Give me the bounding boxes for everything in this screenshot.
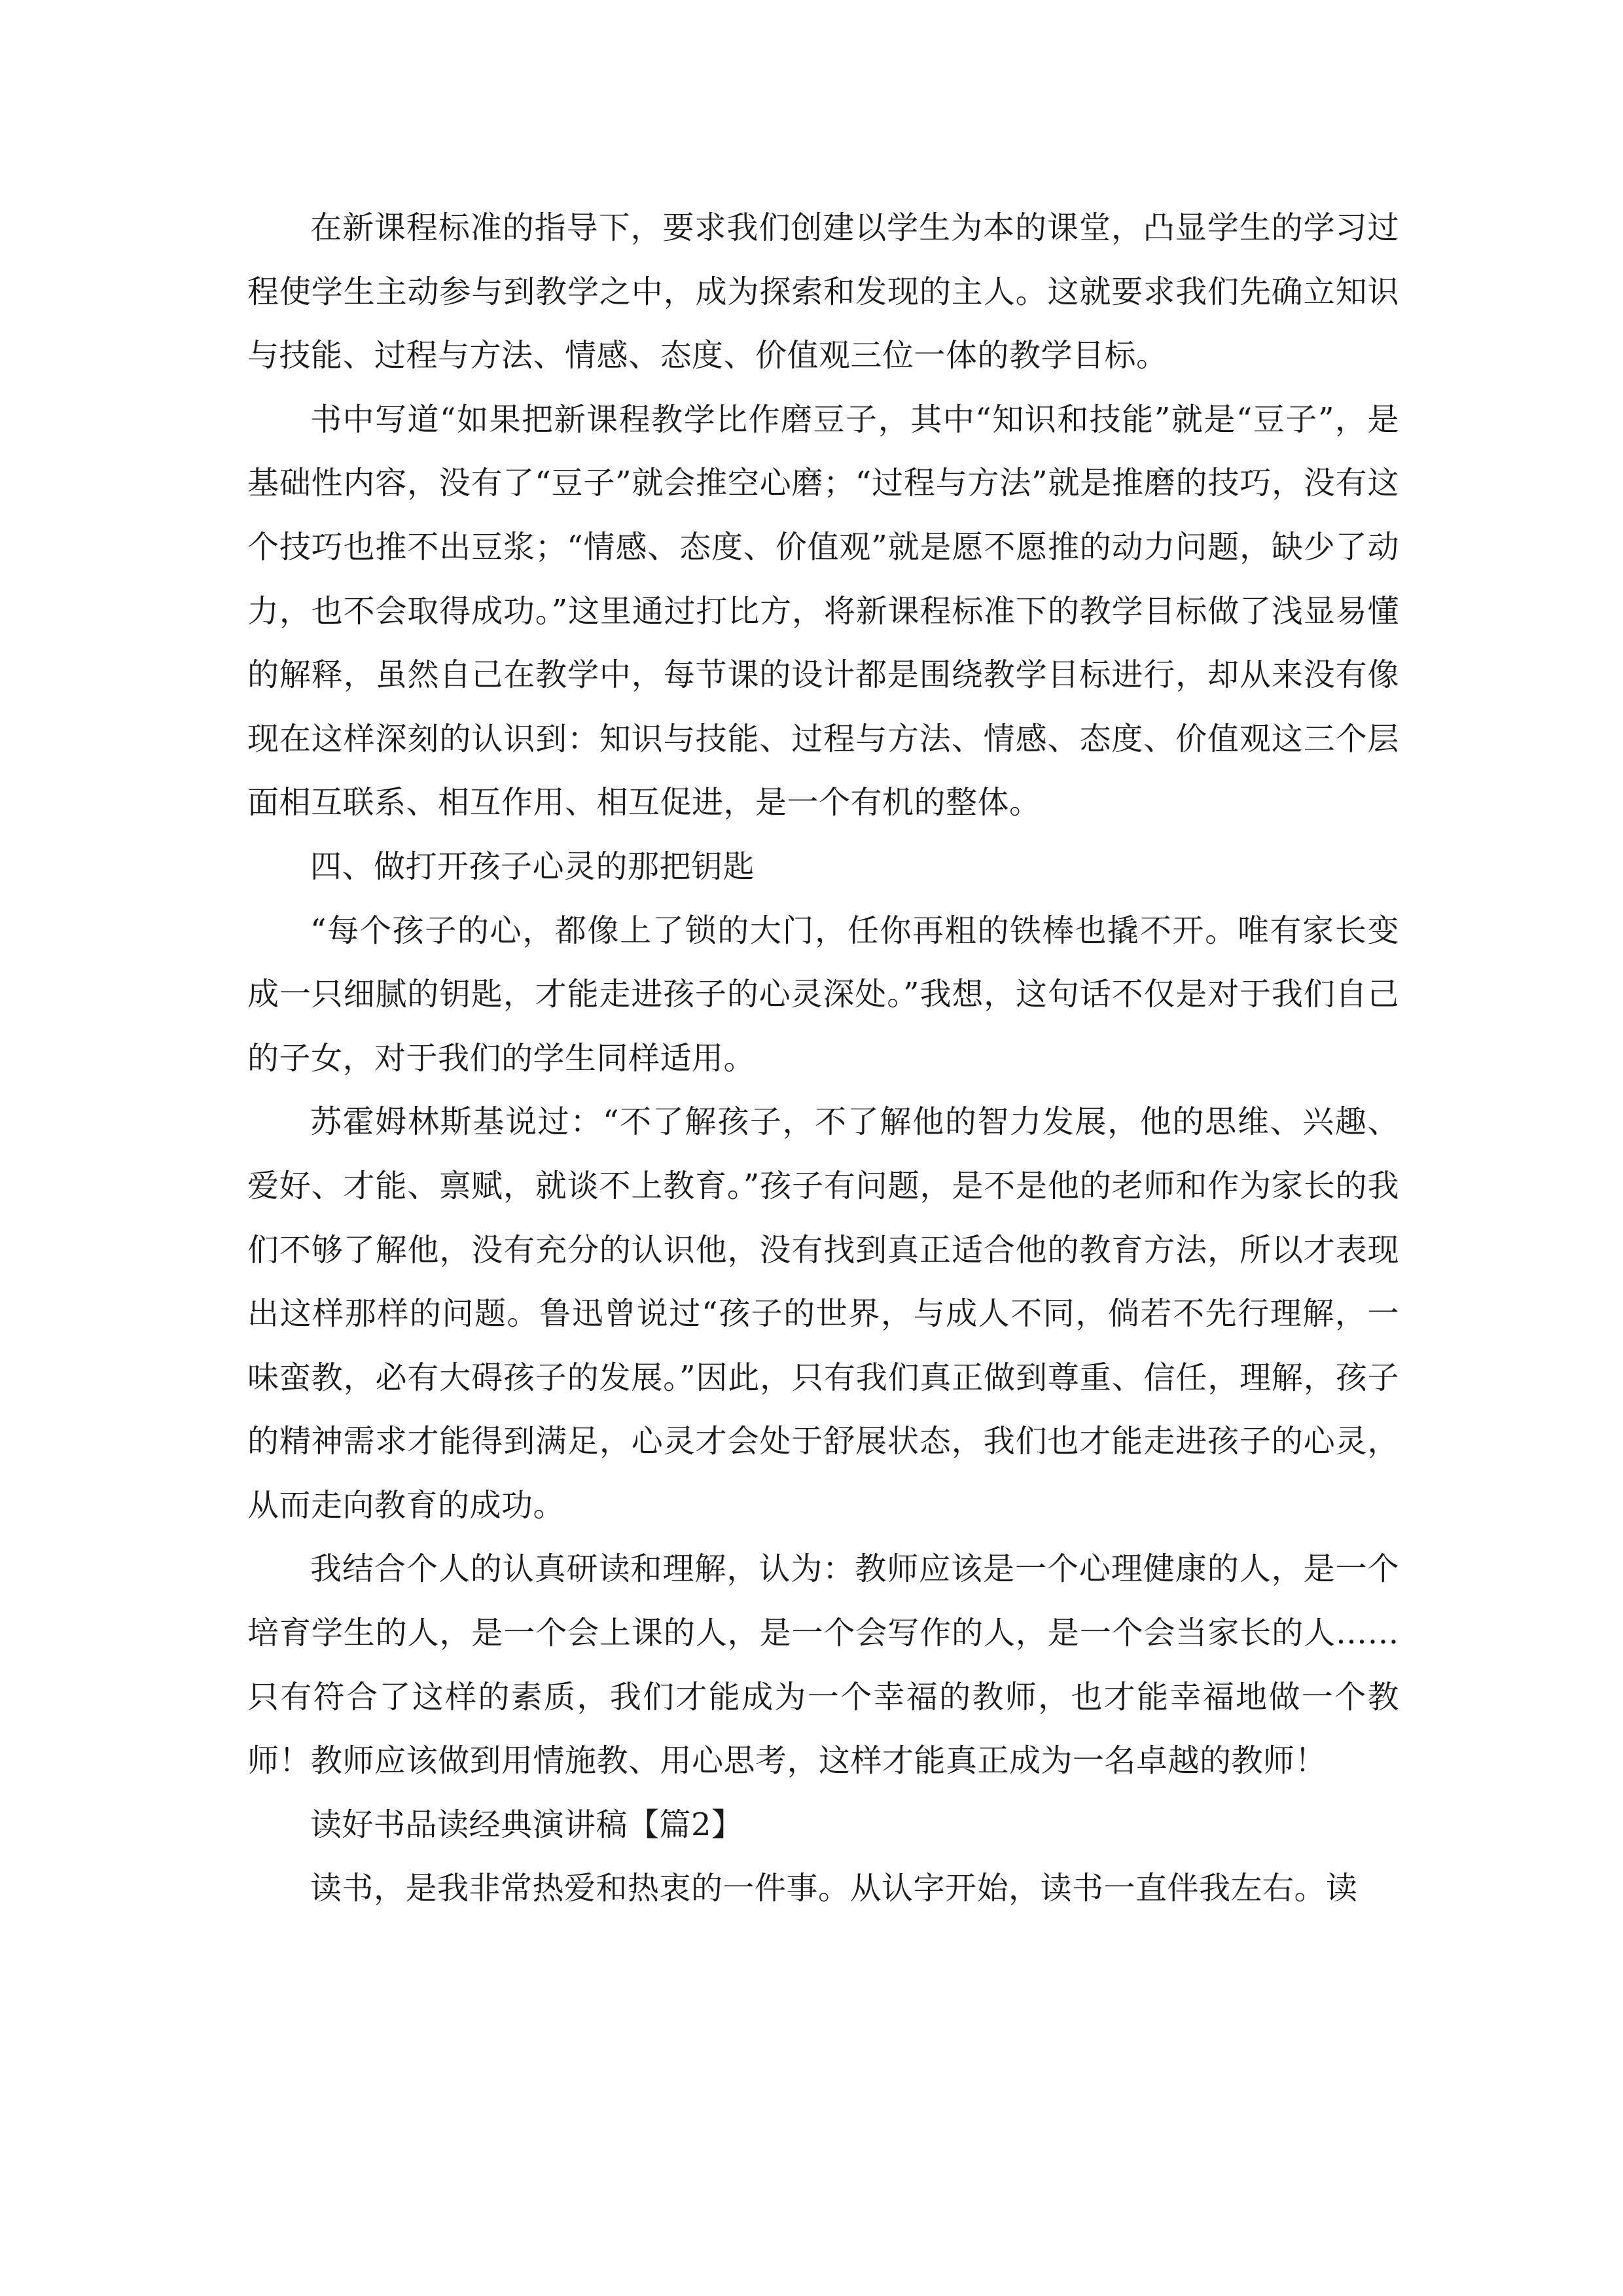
paragraph-child-heart-quote: “每个孩子的心，都像上了锁的大门，任你再粗的铁棒也撬不开。唯有家长变成一只细腻的钥匙，才能走进孩子的心灵深处。”我想，这句话不仅是对于我们自己的子女，对于我们的学生同样适用。: [247, 912, 1399, 1077]
section-heading-key-to-heart: 四、做打开孩子心灵的那把钥匙: [310, 848, 755, 885]
paragraph-bean-grinding-metaphor: 书中写道“如果把新课程教学比作磨豆子，其中“知识和技能”就是“豆子”，是基础性内容，没有了“豆子”就会推空心磨；“过程与方法”就是推磨的技巧，没有这个技巧也推不出豆浆；“情感、态度、价值观”就是愿不愿推的动力问题，缺少了动力，也不会取得成功。”这里通过打比方，将新课程标准下的教学目标做了浅显易懂的解释，虽然自己在教学中，每节课的设计都是围绕教学目标进行，却从来没有像现在这样深刻的认识到：知识与技能、过程与方法、情感、态度、价值观这三个层面相互联系、相互作用、相互促进，是一个有机的整体。: [247, 401, 1399, 821]
paragraph-reading-intro: 读书，是我非常热爱和热衷的一件事。从认字开始，读书一直伴我左右。读: [310, 1870, 1358, 1907]
paragraph-sukhomlinsky-quote: 苏霍姆林斯基说过：“不了解孩子，不了解他的智力发展，他的思维、兴趣、爱好、才能、禀赋，就谈不上教育。”孩子有问题，是不是他的老师和作为家长的我们不够了解他，没有充分的认识他，没有找到真正适合他的教育方法，所以才表现出这样那样的问题。鲁迅曾说过“孩子的世界，与成人不同，倘若不先行理解，一味蛮教，必有大碍孩子的发展。”因此，只有我们真正做到尊重、信任，理解，孩子的精神需求才能得到满足，心灵才会处于舒展状态，我们也才能走进孩子的心灵，从而走向教育的成功。: [247, 1103, 1399, 1524]
paragraph-teaching-goals: 在新课程标准的指导下，要求我们创建以学生为本的课堂，凸显学生的学习过程使学生主动参与到教学之中，成为探索和发现的主人。这就要求我们先确立知识与技能、过程与方法、情感、态度、价值观三位一体的教学目标。: [247, 209, 1399, 374]
document-body: [247, 196, 1399, 1921]
paragraph-teacher-qualities: 我结合个人的认真研读和理解，认为：教师应该是一个心理健康的人，是一个培育学生的人，是一个会上课的人，是一个会写作的人，是一个会当家长的人……只有符合了这样的素质，我们才能成为一个幸福的教师，也才能幸福地做一个教师！教师应该做到用情施教、用心思考，这样才能真正成为一名卓越的教师！: [247, 1551, 1399, 1780]
section-heading-speech-part-2: 读好书品读经典演讲稿【篇2】: [310, 1806, 743, 1843]
